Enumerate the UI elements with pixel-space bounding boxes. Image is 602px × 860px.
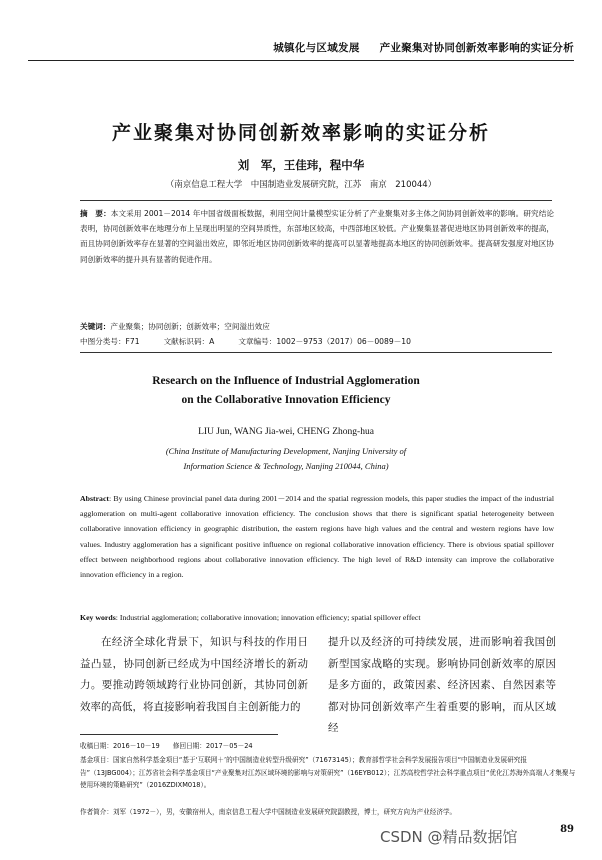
keywords-cn [80,320,554,334]
header-rule [28,60,574,61]
title-cn: 产业聚集对协同创新效率影响的实证分析 [111,122,490,144]
watermark: CSDN @精品数据馆 [380,828,518,846]
footnote-dates: 收稿日期：2016－10－19 修回日期：2017－05－24 [80,742,253,750]
footnote-author: 作者简介：刘军（1972－），男，安徽宿州人，南京信息工程大学中国制造业发展研究院副教授，博士，研究方向为产业经济学。 [80,808,457,816]
title-en [0,372,572,410]
footnote-funding: 基金项目：国家自然科学基金项目“基于‘互联网＋’的中国制造业转型升级研究”（71673145）；教育部哲学社会科学发展报告项目“中国制造业发展研究报告”（13JBG004）；江苏省社会科学基金项目“产业聚集对江苏区域环境的影响与对策研究”（16EYB012）；江苏高校哲学社会科学重点项目“优化江苏海外高端人才集聚与使用环境的策略研究”（2016ZDIXM018）。 [80,756,576,789]
abstract-top-rule [80,200,552,201]
keywords-en-label: Key words [80,613,116,622]
body-column-right: 提升以及经济的可持续发展，进而影响着我国创新型国家战略的实现。影响协同创新效率的原因是多方面的，政策因素、经济因素、自然因素等都对协同创新效率产生着重要的影响，而从区域经 [328,636,556,734]
affiliation-en [0,444,572,474]
abstract-en [80,491,554,582]
article-number: 文章编号：1002－9753（2017）06－0089－10 [238,337,411,346]
title-en-line1: Research on the Influence of Industrial Agglomeration [152,375,420,387]
abstract-bottom-rule [80,352,552,353]
abstract-cn [80,206,554,267]
affiliation-en-line1: (China Institute of Manufacturing Development, Nanjing University of [165,446,407,456]
authors-cn: 刘 军，王佳玮，程中华 [237,158,365,172]
header-section: 城镇化与区域发展 [273,42,360,54]
abstract-cn-label: 摘 要： [80,209,111,218]
running-header [0,40,574,55]
body-column-left: 在经济全球化背景下，知识与科技的作用日益凸显，协同创新已经成为中国经济增长的新动力。要推动跨领域跨行业协同创新，其协同创新效率的高低，将直接影响着我国自主创新能力的 [80,636,308,713]
abstract-en-label: Abstract [80,494,110,503]
authors-en: LIU Jun, WANG Jia-wei, CHENG Zhong-hua [198,427,374,437]
keywords-cn-label: 关键词： [80,322,111,331]
affiliation-cn: （南京信息工程大学 中国制造业发展研究院，江苏 南京 210044） [165,180,437,190]
page-number: 89 [560,824,574,835]
footnote-rule [80,734,278,735]
classification-line [80,336,554,347]
affiliation-en-line2: Information Science & Technology, Nanjing 210044, China) [183,461,389,471]
document-code: 文献标识码：A [163,337,215,346]
abstract-cn-text: 本文采用 2001－2014 年中国省级面板数据，利用空间计量模型实证分析了产业聚集对多主体之间协同创新效率的影响。研究结论表明，协同创新效率在地理分布上呈现出明显的空间异质性，东部地区较高，中西部地区较低。产业聚集显著促进地区协同创新效率的提高，而且协同创新效率存在显著的空间溢出效应，即邻近地区协同创新效率的提高可以显著地提高本地区的协同创新效率。提高研发强度对地区协同创新效率的提升具有显著的促进作用。 [80,209,555,264]
keywords-cn-text: 产业聚集；协同创新；创新效率；空间溢出效应 [110,322,270,331]
header-running-title: 产业聚集对协同创新效率影响的实证分析 [379,42,574,54]
abstract-en-text: : By using Chinese provincial panel data during 2001－2014 and the spatial regression models, this paper studies the impact of the industrial agglomeration on multi-agent collaborative innovation efficiency. The conclusion shows that there is significant spatial heterogeneity between collaborative innovation efficiency in geographic distribution, the eastern regions have high values and the central and western regions have low values. Industry agglomeration has a significant positive influence on regional collaborative innovation efficiency. There is obvious spatial spillover effect between neighborhood regions about collaborative innovation efficiency. The high level of R&D intensity can improve the collaborative innovation efficiency in a region. [80,494,554,580]
clc-number: 中图分类号：F71 [80,337,140,346]
keywords-en-text: : Industrial agglomeration; collaborative innovation; innovation efficiency; spatial spillover effect [115,613,421,622]
keywords-en [80,613,554,622]
title-en-line2: on the Collaborative Innovation Efficiency [181,394,391,406]
